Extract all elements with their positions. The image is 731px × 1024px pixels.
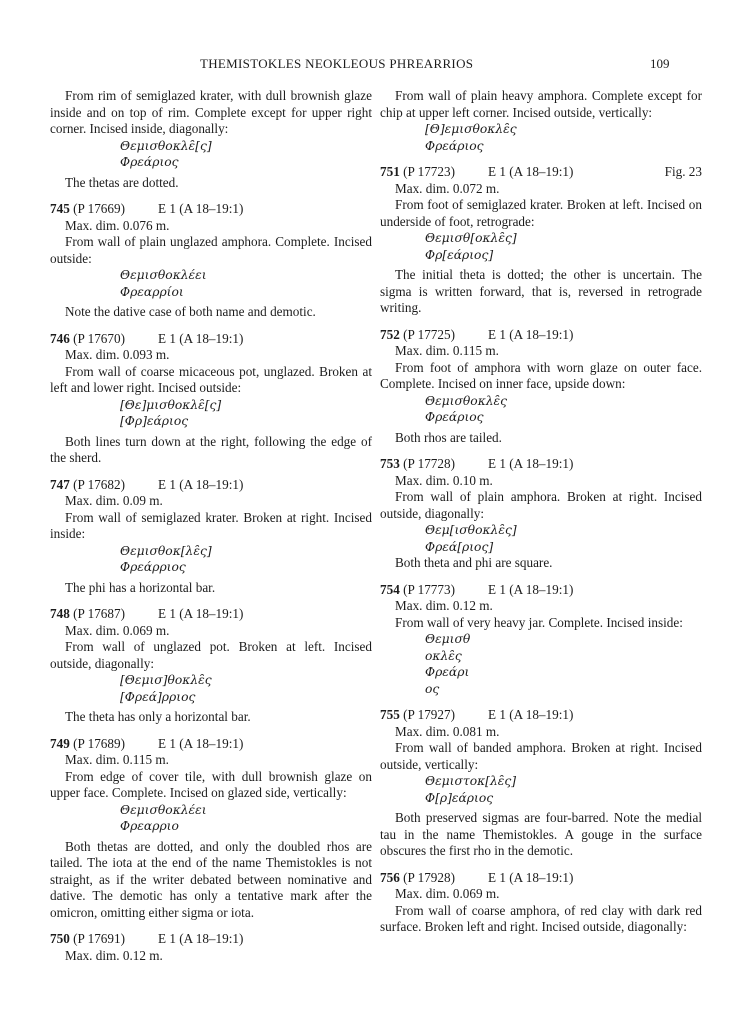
- entry-note: Both rhos are tailed.: [395, 429, 502, 445]
- max-dimension: Max. dim. 0.09 m.: [65, 493, 163, 508]
- deposit-context: E 1 (A 18–19:1): [488, 869, 574, 885]
- entry-note: Both preserved sigmas are four-barred. Note the medial tau in the name Themistokles. A gouge in the surface obscures the first rho in the demotic.: [380, 810, 702, 858]
- max-dimension: Max. dim. 0.115 m.: [395, 343, 499, 358]
- deposit-context: E 1 (A 18–19:1): [158, 735, 244, 751]
- inscription-line: [Θε]μισθοκλε̑[ς]: [120, 397, 222, 412]
- inscription-line: [Θ]εμισθοκλε̑ς: [425, 122, 517, 136]
- inscription-line: Φ[ρ]εάριος: [425, 790, 494, 805]
- max-dimension: Max. dim. 0.115 m.: [65, 752, 169, 767]
- entry-intro: [50, 88, 372, 191]
- entry-description: From wall of coarse amphora, of red clay with dark red surface. Broken left and right. Incised outside, diagonally:: [380, 902, 702, 934]
- entry-description: From wall of plain amphora. Broken at right. Incised outside, diagonally:: [380, 489, 702, 521]
- figure-reference: Fig. 23: [664, 164, 702, 179]
- right-column: [380, 88, 702, 936]
- page-number: 109: [650, 56, 670, 71]
- entry-description: From edge of cover tile, with dull brownish glaze on upper face. Complete. Incised on glazed side, vertically:: [50, 768, 372, 800]
- inventory-number: (P 17723): [403, 164, 455, 179]
- deposit-context: E 1 (A 18–19:1): [158, 201, 244, 216]
- catalogue-entry-746: [50, 331, 372, 467]
- catalogue-entry-748: [50, 606, 372, 726]
- running-head: THEMISTOKLES NEOKLEOUS PHREARRIOS: [200, 56, 474, 71]
- entry-750-continued: [380, 88, 702, 154]
- inventory-number: (P 17687): [73, 606, 125, 621]
- deposit-context: E 1 (A 18–19:1): [158, 476, 244, 492]
- entry-number: 755: [380, 707, 400, 722]
- catalogue-entry-750: [50, 931, 372, 964]
- entry-header: [50, 477, 372, 494]
- inscription-line: Θεμισθ[οκλε̑ς]: [425, 231, 517, 245]
- inscription-line: Θεμισθοκ[λε̑ς]: [120, 543, 212, 558]
- deposit-context: E 1 (A 18–19:1): [488, 164, 574, 179]
- max-dimension: Max. dim. 0.093 m.: [65, 347, 170, 362]
- catalogue-entry-745: [50, 201, 372, 321]
- catalogue-entry-756: [380, 870, 702, 936]
- entry-header: [380, 870, 702, 887]
- inscription-line: Φρεάρι: [425, 665, 470, 679]
- entry-number: 747: [50, 476, 70, 492]
- max-dimension: Max. dim. 0.076 m.: [65, 217, 170, 233]
- inventory-number: (P 17691): [73, 931, 125, 946]
- catalogue-entry-747: [50, 477, 372, 597]
- inscription-line: [Φρεά]ρριος: [120, 689, 196, 704]
- entry-header: [50, 931, 372, 948]
- inventory-number: (P 17670): [73, 330, 125, 346]
- entry-number: 746: [50, 330, 70, 346]
- deposit-context: E 1 (A 18–19:1): [488, 456, 574, 471]
- max-dimension: Max. dim. 0.072 m.: [395, 180, 500, 196]
- inscription-line: ος: [425, 681, 440, 696]
- entry-description: From wall of banded amphora. Broken at right. Incised outside, vertically:: [380, 740, 702, 772]
- entry-note: Note the dative case of both name and demotic.: [65, 304, 316, 319]
- entry-description: From wall of unglazed pot. Broken at left. Incised outside, diagonally:: [50, 639, 372, 671]
- inscription-line: Φρεάριος: [425, 410, 484, 424]
- entry-header: [380, 582, 702, 599]
- inventory-number: (P 17682): [73, 476, 125, 492]
- inscription-line: Θεμισθ: [425, 632, 471, 646]
- max-dimension: Max. dim. 0.069 m.: [395, 886, 500, 901]
- entry-header: [380, 327, 702, 344]
- entry-header: [380, 164, 702, 181]
- inscription-line: Φρεαρριο: [120, 819, 179, 833]
- catalogue-entry-749: [50, 736, 372, 922]
- inscription-line: Θεμισθοκλε̑ς: [425, 393, 508, 408]
- deposit-context: E 1 (A 18–19:1): [488, 707, 574, 722]
- inventory-number: (P 17725): [403, 326, 455, 342]
- entry-note: The thetas are dotted.: [65, 174, 179, 190]
- max-dimension: Max. dim. 0.10 m.: [395, 472, 493, 488]
- entry-description: From foot of semiglazed krater. Broken at left. Incised on underside of foot, retrograde:: [380, 197, 702, 229]
- entry-note: Both theta and phi are square.: [395, 555, 553, 570]
- entry-description: From foot of amphora with worn glaze on outer face. Complete. Incised on inner face, upside down:: [380, 359, 702, 391]
- inscription-line: Θεμ[ισθοκλε̑ς]: [425, 523, 517, 537]
- inventory-number: (P 17669): [73, 201, 125, 216]
- deposit-context: E 1 (A 18–19:1): [488, 326, 574, 342]
- entry-note: The theta has only a horizontal bar.: [65, 709, 251, 724]
- entry-header: [380, 707, 702, 724]
- entry-description: From wall of coarse micaceous pot, unglazed. Broken at left and lower right. Incised outside:: [50, 363, 372, 395]
- left-column: [50, 88, 372, 964]
- entry-note: The initial theta is dotted; the other is uncertain. The sigma is written forward, that is, reversed in retrograde writing.: [380, 267, 702, 315]
- deposit-context: E 1 (A 18–19:1): [158, 931, 244, 946]
- catalogue-entry-755: [380, 707, 702, 860]
- entry-number: 752: [380, 326, 400, 342]
- catalogue-entry-754: [380, 582, 702, 698]
- entry-number: 748: [50, 606, 70, 621]
- inscription-line: Θεμιστοκ[λε̑ς]: [425, 774, 517, 788]
- entry-header: [50, 331, 372, 348]
- inscription-line: Φρ[εάριος]: [425, 247, 494, 262]
- max-dimension: Max. dim. 0.12 m.: [395, 598, 493, 613]
- entry-description: From wall of plain heavy amphora. Complete except for chip at upper left corner. Incised outside, vertically:: [380, 88, 702, 120]
- inscription-line: [Θεμισ]θοκλε̑ς: [120, 673, 212, 687]
- entry-number: 754: [380, 581, 400, 597]
- entry-description: From wall of very heavy jar. Complete. Incised inside:: [395, 614, 683, 630]
- deposit-context: E 1 (A 18–19:1): [488, 581, 574, 597]
- inscription-line: [Φρ]εάριος: [120, 414, 189, 428]
- inventory-number: (P 17728): [403, 456, 455, 471]
- entry-header: [50, 201, 372, 218]
- entry-number: 756: [380, 869, 400, 885]
- entry-number: 751: [380, 164, 400, 179]
- inscription-line: οκλε̑ς: [425, 648, 462, 663]
- entry-header: [380, 456, 702, 473]
- entry-description: From rim of semiglazed krater, with dull brownish glaze inside and on top of rim. Complete except for upper right corner. Incised inside, diagonally:: [50, 88, 372, 136]
- page-header: [0, 56, 731, 76]
- catalogue-entry-752: [380, 327, 702, 447]
- max-dimension: Max. dim. 0.12 m.: [65, 947, 163, 963]
- catalogue-entry-751: [380, 164, 702, 317]
- deposit-context: E 1 (A 18–19:1): [158, 330, 244, 346]
- inscription-line: Θεμισθοκλέει: [120, 802, 207, 817]
- entry-number: 750: [50, 931, 70, 946]
- inventory-number: (P 17689): [73, 735, 125, 751]
- max-dimension: Max. dim. 0.069 m.: [65, 622, 170, 638]
- inscription-line: Φρεά[ριος]: [425, 539, 494, 554]
- entry-number: 749: [50, 735, 70, 751]
- entry-note: Both thetas are dotted, and only the doubled rhos are tailed. The iota at the end of the name Themistokles is not straight, as if the writer debated between nominative and dative. The demotic has only a tentative mark after the omicron, omitting either sigma or iota.: [50, 838, 372, 920]
- entry-header: [50, 736, 372, 753]
- entry-description: From wall of semiglazed krater. Broken at right. Incised inside:: [50, 509, 372, 541]
- deposit-context: E 1 (A 18–19:1): [158, 606, 244, 621]
- inventory-number: (P 17773): [403, 581, 455, 597]
- inscription-line: Θεμισθοκλέει: [120, 268, 207, 282]
- inscription-line: Θεμισθοκλε̑[ς]: [120, 138, 212, 153]
- entry-description: From wall of plain unglazed amphora. Complete. Incised outside:: [50, 234, 372, 266]
- inventory-number: (P 17927): [403, 707, 455, 722]
- entry-number: 753: [380, 456, 400, 471]
- entry-note: Both lines turn down at the right, following the edge of the sherd.: [50, 433, 372, 465]
- entry-number: 745: [50, 201, 70, 216]
- entry-header: [50, 606, 372, 623]
- inscription-line: Φρεάριος: [425, 138, 484, 153]
- inscription-line: Φρεάρριος: [120, 560, 186, 574]
- inscription-line: Φρεαρρίοι: [120, 284, 184, 299]
- catalogue-entry-753: [380, 456, 702, 572]
- max-dimension: Max. dim. 0.081 m.: [395, 723, 500, 739]
- inventory-number: (P 17928): [403, 869, 455, 885]
- entry-note: The phi has a horizontal bar.: [65, 579, 216, 595]
- inscription-line: Φρεάριος: [120, 155, 179, 169]
